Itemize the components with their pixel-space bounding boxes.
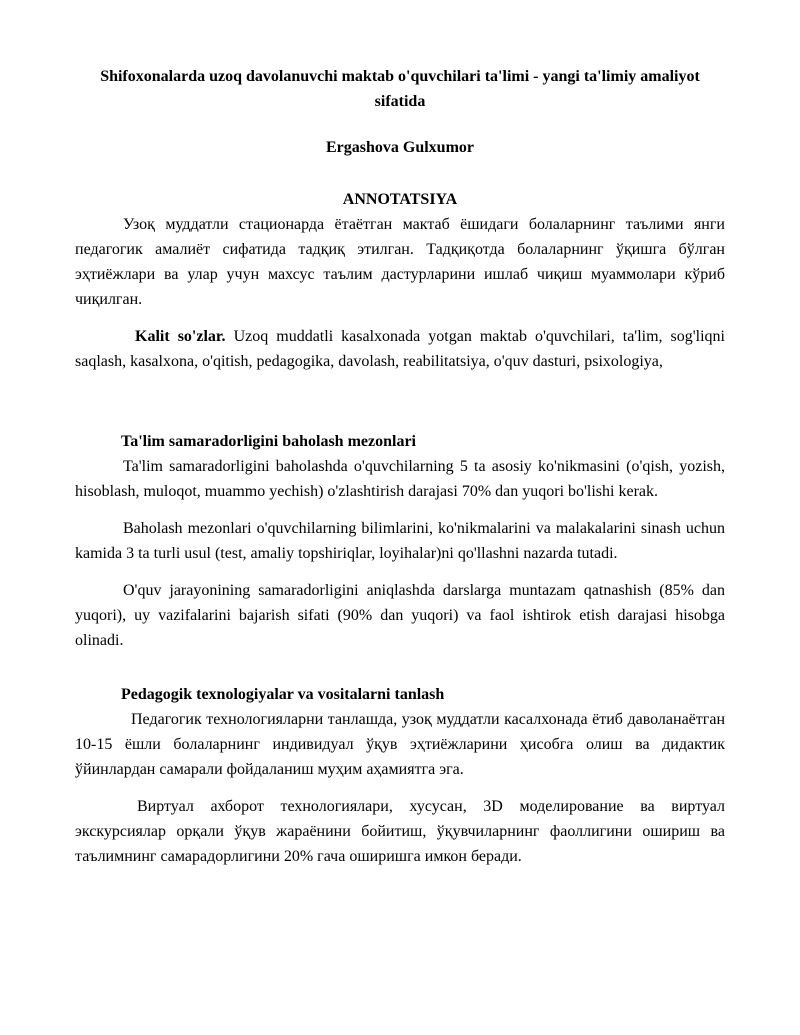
section-heading-technologies: Pedagogik texnologiyalar va vositalarni tanlash bbox=[121, 686, 445, 703]
section1-paragraph: Ta'lim samaradorligini baholashda o'quvchilarning 5 ta asosiy ko'nikmasini (o'qish, yozish, hisoblash, muloqot, muammo yechish) o'zlashtirish darajasi 70% dan yuqori bo'lishi kerak. bbox=[75, 458, 725, 500]
keywords-text: Uzoq muddatli kasalxonada yotgan maktab o'quvchilari, ta'lim, sog'liqni saqlash, kasalxona, o'qitish, pedagogika, davolash, reabilitatsiya, o'quv dasturi, psixologiya, bbox=[75, 328, 726, 370]
section2-paragraph: Виртуал ахборот технологиялари, хусусан, 3D моделирование ва виртуал экскурсиялар орқали ўқув жараёнини бойитиш, ўқувчиларнинг фаоллигини ошириш ва таълимнинг самарадорлигини 20% гача оширишга имкон беради. bbox=[75, 798, 725, 865]
section1-paragraph: O'quv jarayonining samaradorligini aniqlashda darslarga muntazam qatnashish (85% dan yuqori), uy vazifalarini bajarish sifati (90% dan yuqori) va faol ishtirok etish darajasi hisobga olinadi. bbox=[75, 582, 725, 649]
paper-title: Shifoxonalarda uzoq davolanuvchi maktab o'quvchilari ta'limi - yangi ta'limiy amaliyot sifatida bbox=[100, 68, 700, 110]
keywords-paragraph bbox=[75, 324, 725, 374]
section2-paragraph: Педагогик технологияларни танлашда, узоқ муддатли касалхонада ётиб даволанаётган 10-15 ёшли болаларнинг индивидуал ўқув эҳтиёжларини ҳисобга олиш ва дидактик ўйинлардан самарали фойдаланиш муҳим аҳамиятга эга. bbox=[75, 711, 725, 778]
author-name: Ergashova Gulxumor bbox=[325, 139, 474, 156]
keywords-label: Kalit so'zlar. bbox=[135, 328, 226, 345]
section-heading-evaluation: Ta'lim samaradorligini baholash mezonlari bbox=[121, 433, 416, 450]
document-page bbox=[75, 64, 725, 869]
annotation-heading: ANNOTATSIYA bbox=[342, 191, 458, 208]
annotation-text: Узоқ муддатли стационарда ётаётган мактаб ёшидаги болаларнинг таълими янги педагогик амалиёт сифатида тадқиқ этилган. Тадқиқотда болаларнинг ўқишга бўлган эҳтиёжлари ва улар учун махсус таълим дастурларини ишлаб чиқиш муаммолари кўриб чиқилган. bbox=[75, 216, 725, 308]
section1-paragraph: Baholash mezonlari o'quvchilarning bilimlarini, ko'nikmalarini va malakalarini sinash uchun kamida 3 ta turli usul (test, amaliy topshiriqlar, loyihalar)ni qo'llashni nazarda tutadi. bbox=[75, 520, 725, 562]
